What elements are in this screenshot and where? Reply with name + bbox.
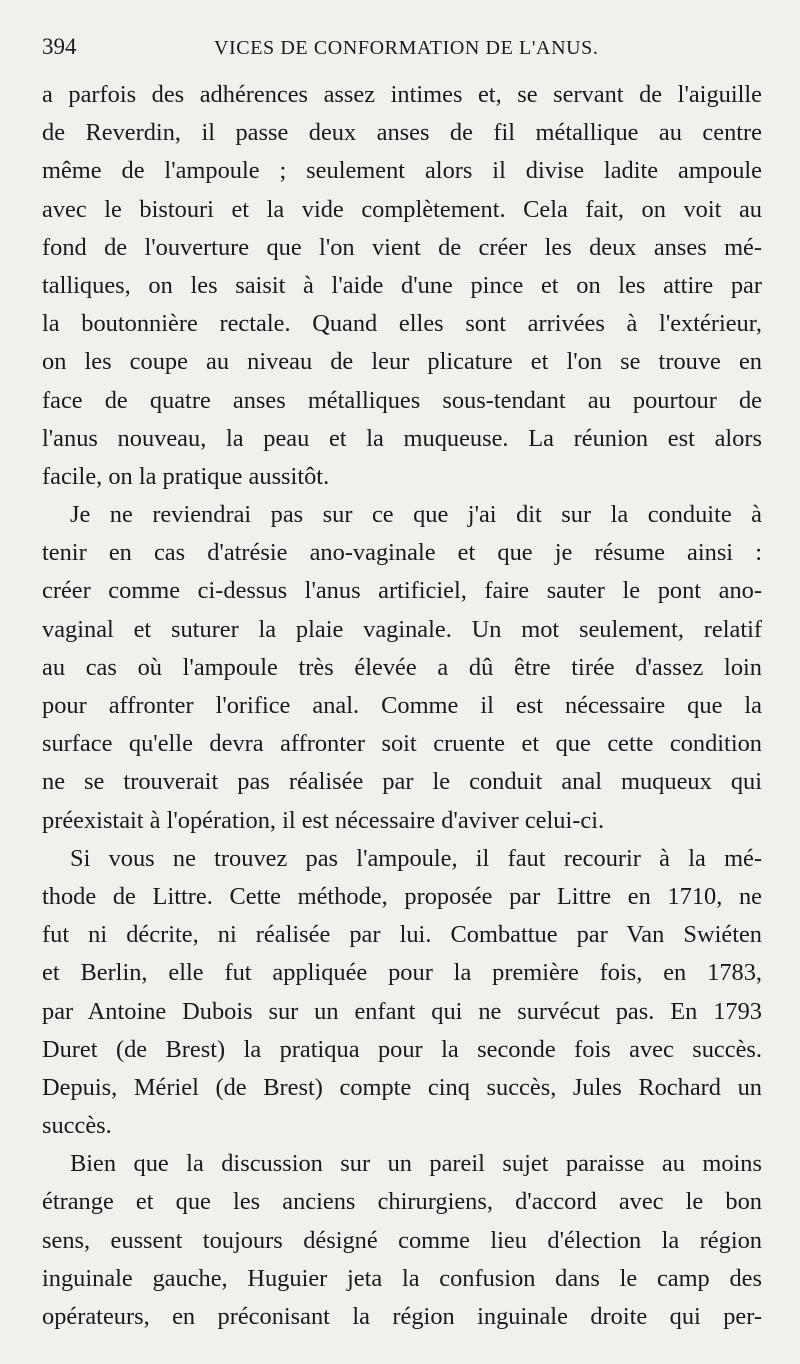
page-number: 394 (42, 34, 77, 59)
running-title: VICES DE CONFORMATION DE L'ANUS. (214, 37, 599, 59)
paragraph (42, 1145, 762, 1336)
text-line: Je ne reviendrai pas sur ce que j'ai dit sur la conduite à (70, 501, 762, 529)
text-line: Duret (de Brest) la pratiqua pour la seconde fois avec succès. (42, 1035, 762, 1063)
text-line: de Reverdin, il passe deux anses de fil métallique au centre (42, 119, 762, 147)
text-line: créer comme ci-dessus l'anus artificiel, faire sauter le pont ano- (42, 577, 762, 605)
text-line: inguinale gauche, Huguier jeta la confusion dans le camp des (42, 1264, 762, 1292)
text-line: Si vous ne trouvez pas l'ampoule, il faut recourir à la mé- (70, 844, 762, 872)
text-line: sens, eussent toujours désigné comme lieu d'élection la région (42, 1226, 762, 1254)
text-line: préexistait à l'opération, il est nécessaire d'aviver celui-ci. (42, 806, 605, 834)
running-header (42, 34, 762, 74)
text-line: Bien que la discussion sur un pareil sujet paraisse au moins (70, 1150, 762, 1178)
text-line: par Antoine Dubois sur un enfant qui ne survécut pas. En 1793 (42, 997, 762, 1025)
text-line: a parfois des adhérences assez intimes et, se servant de l'aiguille (42, 81, 762, 108)
text-line: étrange et que les anciens chirurgiens, d'accord avec le bon (42, 1188, 762, 1216)
text-line: ne se trouverait pas réalisée par le conduit anal muqueux qui (42, 768, 762, 796)
text-line: même de l'ampoule ; seulement alors il divise ladite ampoule (42, 157, 762, 185)
text-line: succès. (42, 1112, 112, 1140)
text-line: avec le bistouri et la vide complètement. Cela fait, on voit au (42, 195, 762, 223)
paragraph (42, 76, 762, 496)
text-line: l'anus nouveau, la peau et la muqueuse. La réunion est alors (42, 424, 762, 452)
text-line: face de quatre anses métalliques sous-tendant au pourtour de (42, 386, 762, 414)
text-line: la boutonnière rectale. Quand elles sont arrivées à l'extérieur, (42, 310, 762, 338)
text-line: tenir en cas d'atrésie ano-vaginale et que je résume ainsi : (42, 539, 762, 567)
body-text (42, 76, 762, 1336)
text-line: fond de l'ouverture que l'on vient de créer les deux anses mé- (42, 233, 762, 261)
text-line: fut ni décrite, ni réalisée par lui. Combattue par Van Swiéten (42, 921, 762, 949)
paragraph (42, 496, 762, 840)
text-line: pour affronter l'orifice anal. Comme il est nécessaire que la (42, 692, 762, 719)
text-line: facile, on la pratique aussitôt. (42, 462, 330, 490)
text-line: vaginal et suturer la plaie vaginale. Un mot seulement, relatif (42, 615, 762, 643)
text-line: et Berlin, elle fut appliquée pour la première fois, en 1783, (42, 959, 762, 987)
text-line: thode de Littre. Cette méthode, proposée par Littre en 1710, ne (42, 882, 762, 910)
text-line: au cas où l'ampoule très élevée a dû être tirée d'assez loin (42, 653, 762, 681)
text-line: on les coupe au niveau de leur plicature et l'on se trouve en (42, 348, 762, 376)
text-line: Depuis, Mériel (de Brest) compte cinq succès, Jules Rochard un (42, 1073, 762, 1101)
paragraph (42, 840, 762, 1146)
text-line: talliques, on les saisit à l'aide d'une pince et on les attire par (42, 271, 762, 299)
text-line: opérateurs, en préconisant la région inguinale droite qui per- (42, 1303, 762, 1330)
text-line: surface qu'elle devra affronter soit cruente et que cette condition (42, 730, 762, 758)
